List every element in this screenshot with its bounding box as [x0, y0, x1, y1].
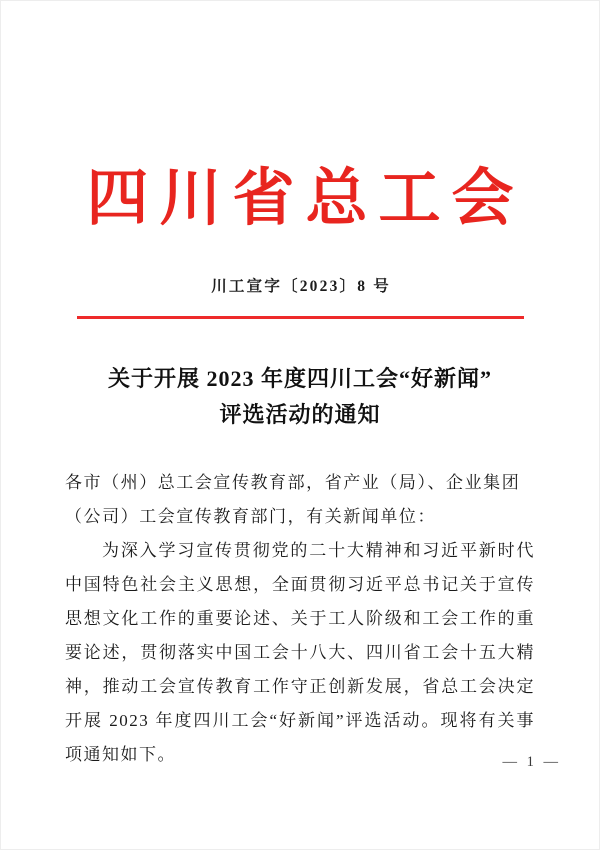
- addressee-line-1: 各市（州）总工会宣传教育部，省产业（局）、企业集团: [65, 473, 521, 493]
- document-body: [65, 466, 535, 772]
- body-paragraph: 为深入学习宣传贯彻党的二十大精神和习近平新时代中国特色社会主义思想，全面贯彻习近平总书记关于宣传思想文化工作的重要论述、关于工人阶级和工会工作的重要论述，贯彻落实中国工会十八大、四川省工会十五大精神，推动工会宣传教育工作守正创新发展，省总工会决定开展 2023 年度四川工会“好新闻”评选活动。现将有关事项通知如下。: [65, 541, 535, 765]
- document-title: [80, 361, 520, 432]
- issuing-organization-title: 四川省总工会: [86, 165, 525, 233]
- addressee-line-2: （公司）工会宣传教育部门，有关新闻单位：: [65, 507, 436, 527]
- red-separator-rule: [77, 316, 524, 319]
- document-red-header: [1, 167, 599, 232]
- document-serial-number: 川工宣字〔2023〕8 号: [211, 278, 391, 296]
- page-number-footer: — 1 —: [502, 754, 561, 770]
- document-title-line-2: 评选活动的通知: [219, 401, 381, 427]
- document-title-line-1: 关于开展 2023 年度四川工会“好新闻”: [107, 366, 492, 392]
